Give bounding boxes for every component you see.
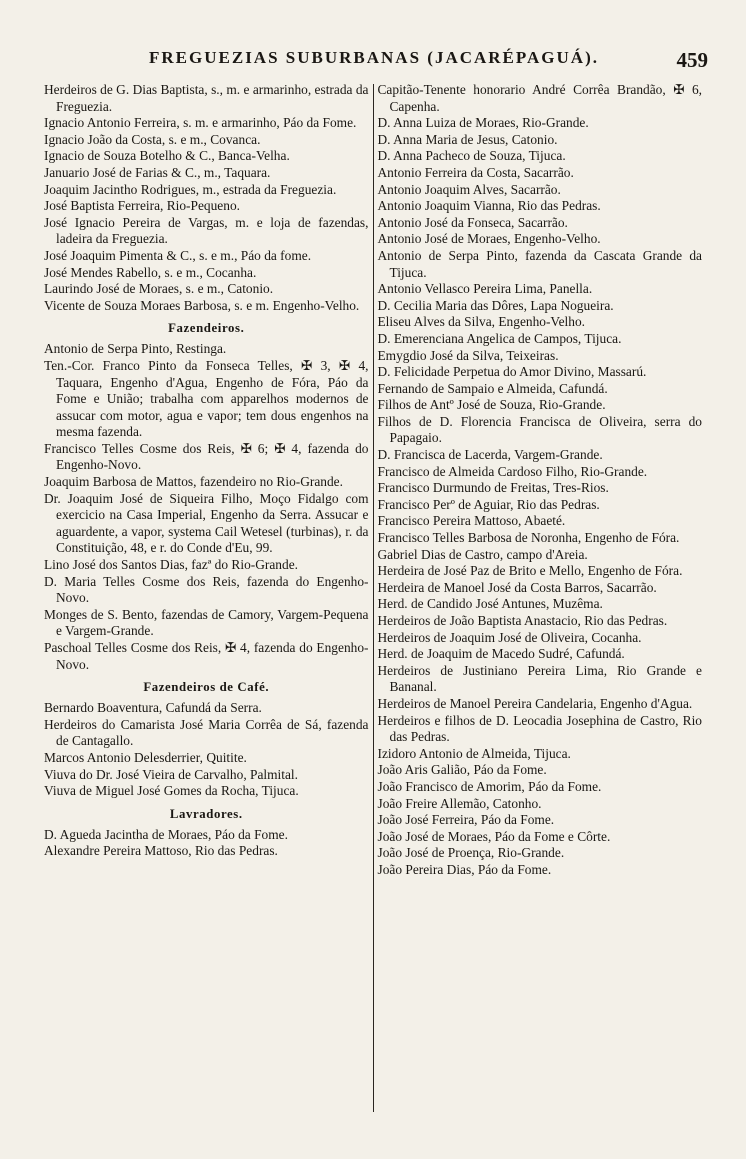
directory-entry: Herdeira de Manoel José da Costa Barros, Sacarrão. <box>377 579 657 595</box>
heading-fazendeiros: Fazendeiros. <box>168 321 245 336</box>
directory-entry: Fernando de Sampaio e Almeida, Cafundá. <box>377 380 608 396</box>
directory-entry: D. Maria Telles Cosme dos Reis, fazenda do Engenho-Novo. <box>44 573 369 606</box>
directory-entry: Viuva do Dr. José Vieira de Carvalho, Palmital. <box>44 766 299 782</box>
directory-entry: D. Cecilia Maria das Dôres, Lapa Nogueira. <box>377 297 614 313</box>
directory-entry: Ignacio de Souza Botelho & C., Banca-Velha. <box>44 148 290 164</box>
directory-entry: Herdeiros e filhos de D. Leocadia Josephina de Castro, Rio das Pedras. <box>377 712 702 745</box>
directory-entry: Herdeiros do Camarista José Maria Corrêa de Sá, fazenda de Cantagallo. <box>44 716 369 749</box>
directory-entry: Francisco Telles Cosme dos Reis, ✠ 6; ✠ 4, fazenda do Engenho-Novo. <box>44 440 369 473</box>
directory-entry: D. Anna Maria de Jesus, Catonio. <box>377 131 558 147</box>
directory-entry: Paschoal Telles Cosme dos Reis, ✠ 4, fazenda do Engenho-Novo. <box>44 640 369 672</box>
directory-entry: Herdeiros de Justiniano Pereira Lima, Rio Grande e Bananal. <box>377 662 702 695</box>
directory-entry: Herd. de Candido José Antunes, Muzêma. <box>377 596 603 612</box>
directory-entry: João José de Proença, Rio-Grande. <box>377 845 565 861</box>
lavradores-continued-section <box>378 82 703 879</box>
directory-entry: João José de Moraes, Páo da Fome e Côrte. <box>377 828 611 844</box>
directory-entry: Antonio José de Moraes, Engenho-Velho. <box>377 231 601 247</box>
directory-entry: Francisco de Almeida Cardoso Filho, Rio-Grande. <box>377 463 648 479</box>
directory-entry: Antonio de Serpa Pinto, fazenda da Cascata Grande da Tijuca. <box>377 247 702 280</box>
directory-entry: D. Anna Pacheco de Souza, Tijuca. <box>377 148 566 164</box>
directory-entry: D. Emerenciana Angelica de Campos, Tijuca. <box>377 330 622 346</box>
directory-entry: Antonio Joaquim Alves, Sacarrão. <box>377 181 561 197</box>
directory-entry: Ignacio Antonio Ferreira, s. m. e armarinho, Páo da Fome. <box>44 115 357 131</box>
directory-entry: Francisco Pereira Mattoso, Abaeté. <box>377 513 566 529</box>
fazendeiros-cafe-section <box>44 700 369 800</box>
directory-entry: Herd. de Joaquim de Macedo Sudré, Cafundá. <box>377 646 625 662</box>
directory-entry: Monges de S. Bento, fazendas de Camory, Vargem-Pequena e Vargem-Grande. <box>44 606 369 639</box>
directory-entry: Gabriel Dias de Castro, campo d'Areia. <box>377 546 588 562</box>
directory-entry: Francisco Durmundo de Freitas, Tres-Rios. <box>377 480 609 496</box>
directory-entry: Dr. Joaquim José de Siqueira Filho, Moço Fidalgo com exercicio na Casa Imperial, Engenho da Serra. Assucar e aguardente, a vapor, systema Cail Wetesel (turbinas), r. da Constituição, 48, e r. do Conde d'Eu, 99. <box>44 490 369 556</box>
two-column-body <box>44 82 702 1122</box>
directory-entry: D. Agueda Jacintha de Moraes, Páo da Fome. <box>44 826 288 842</box>
directory-entry: João Aris Galião, Páo da Fome. <box>377 762 547 778</box>
left-column <box>44 82 373 1122</box>
directory-entry: Lino José dos Santos Dias, fazª do Rio-Grande. <box>44 557 298 573</box>
directory-entry: João Freire Allemão, Catonho. <box>377 795 542 811</box>
directory-entry: Ignacio João da Costa, s. e m., Covanca. <box>44 131 261 147</box>
directory-entry: José Baptista Ferreira, Rio-Pequeno. <box>44 198 240 214</box>
directory-entry: Capitão-Tenente honorario André Corrêa Brandão, ✠ 6, Capenha. <box>377 82 702 114</box>
fazendeiros-section <box>44 341 369 673</box>
directory-entry: João Pereira Dias, Páo da Fome. <box>377 861 552 877</box>
directory-entry: Januario José de Farias & C., m., Taquara. <box>44 164 271 180</box>
directory-entry: João Francisco de Amorim, Páo da Fome. <box>377 778 602 794</box>
page-number: 459 <box>676 48 708 72</box>
directory-entry: D. Francisca de Lacerda, Vargem-Grande. <box>377 447 603 463</box>
directory-entry: D. Anna Luiza de Moraes, Rio-Grande. <box>377 115 589 131</box>
directory-entry: Laurindo José de Moraes, s. e m., Catonio. <box>44 281 274 297</box>
directory-entry: José Joaquim Pimenta & C., s. e m., Páo da fome. <box>44 247 312 263</box>
directory-entry: Antonio Ferreira da Costa, Sacarrão. <box>377 164 574 180</box>
heading-lavradores: Lavradores. <box>169 806 243 821</box>
directory-entry: João José Ferreira, Páo da Fome. <box>377 812 555 828</box>
directory-entry: José Mendes Rabello, s. e m., Cocanha. <box>44 264 257 280</box>
directory-entry: Filhos de Antº José de Souza, Rio-Grande. <box>377 397 606 413</box>
directory-entry: Bernardo Boaventura, Cafundá da Serra. <box>44 700 262 716</box>
directory-entry: D. Felicidade Perpetua do Amor Divino, Massarú. <box>377 364 647 380</box>
directory-entry: Marcos Antonio Delesderrier, Quitite. <box>44 749 247 765</box>
directory-entry: Herdeiros de João Baptista Anastacio, Rio das Pedras. <box>377 613 668 628</box>
directory-entry: Joaquim Barbosa de Mattos, fazendeiro no Rio-Grande. <box>44 474 343 490</box>
running-head <box>40 48 708 78</box>
directory-entry: Filhos de D. Florencia Francisca de Oliveira, serra do Papagaio. <box>377 413 702 446</box>
directory-entry: Izidoro Antonio de Almeida, Tijuca. <box>377 745 571 761</box>
directory-entry: Antonio José da Fonseca, Sacarrão. <box>377 214 568 230</box>
directory-entry: Viuva de Miguel José Gomes da Rocha, Tijuca. <box>44 783 299 799</box>
directory-entry: Herdeira de José Paz de Brito e Mello, Engenho de Fóra. <box>377 563 683 579</box>
heading-fazendeiros-cafe: Fazendeiros de Café. <box>143 680 270 695</box>
directory-entry: Alexandre Pereira Mattoso, Rio das Pedras. <box>44 843 278 859</box>
lavradores-section <box>44 827 369 860</box>
merchants-section <box>44 82 369 314</box>
directory-entry: Eliseu Alves da Silva, Engenho-Velho. <box>377 314 586 330</box>
directory-entry: Francisco Telles Barbosa de Noronha, Engenho de Fóra. <box>377 530 680 546</box>
directory-entry: Herdeiros de Joaquim José de Oliveira, Cocanha. <box>377 629 642 645</box>
directory-entry: Emygdio José da Silva, Teixeiras. <box>377 347 559 363</box>
directory-entry: Herdeiros de Manoel Pereira Candelaria, Engenho d'Agua. <box>377 695 693 711</box>
directory-entry: Antonio de Serpa Pinto, Restinga. <box>44 341 227 357</box>
page-title: FREGUEZIAS SUBURBANAS (JACARÉPAGUÁ). <box>149 48 599 67</box>
directory-entry: Antonio Joaquim Vianna, Rio das Pedras. <box>377 198 601 214</box>
directory-entry: Herdeiros de G. Dias Baptista, s., m. e armarinho, estrada da Freguezia. <box>44 82 369 114</box>
directory-entry: Ten.-Cor. Franco Pinto da Fonseca Telles, ✠ 3, ✠ 4, Taquara, Engenho d'Agua, Engenho de Fóra, Páo da Fome e União; trabalha com apparelhos modernos de assucar com motor, agua e vapor; tem dous engenhos na mesma fazenda. <box>44 357 369 440</box>
directory-entry: Antonio Vellasco Pereira Lima, Panella. <box>377 281 593 297</box>
directory-entry: José Ignacio Pereira de Vargas, m. e loja de fazendas, ladeira da Freguezia. <box>44 214 369 247</box>
directory-entry: Francisco Perº de Aguiar, Rio das Pedras. <box>377 496 600 512</box>
directory-entry: Joaquim Jacintho Rodrigues, m., estrada da Freguezia. <box>44 181 337 197</box>
right-column <box>374 82 703 1122</box>
directory-entry: Vicente de Souza Moraes Barbosa, s. e m. Engenho-Velho. <box>44 297 360 313</box>
